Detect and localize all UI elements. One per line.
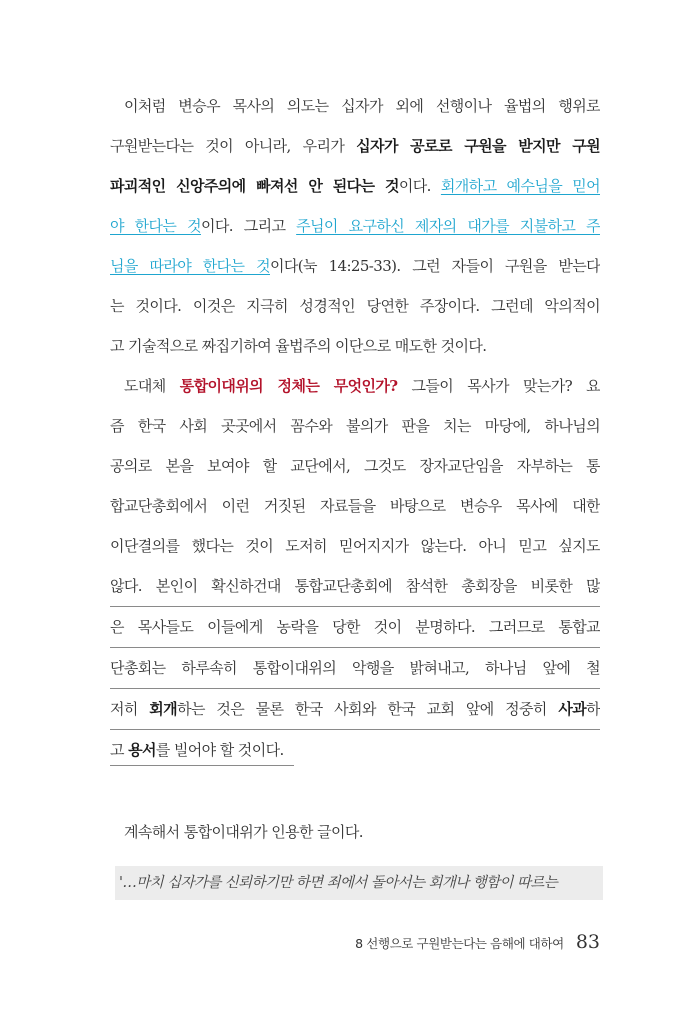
paragraph-2-line-2 xyxy=(110,406,600,446)
bold-emphasis: 사과 xyxy=(558,700,587,718)
paragraph-2-line-1 xyxy=(110,366,600,406)
text-run: 이다. 그리고 xyxy=(200,217,297,235)
paragraph-1-line-4 xyxy=(110,206,600,246)
text-run: 그들이 목사가 맞는가? 요 xyxy=(397,377,600,395)
text-run: 를 빌어야 할 것이다. xyxy=(155,741,284,759)
underlined-text: 저히 xyxy=(110,700,150,718)
blue-highlight: 회개하고 예수님을 믿어 xyxy=(440,177,600,195)
paragraph-1-line-3 xyxy=(110,166,600,206)
body-text xyxy=(110,86,600,852)
paragraph-2-line-10 xyxy=(110,730,600,770)
blue-highlight: 야 한다는 것 xyxy=(110,217,201,235)
paragraph-2-line-4 xyxy=(110,486,600,526)
paragraph-2-line-3 xyxy=(110,446,600,486)
underlined-text: 하 xyxy=(586,700,600,718)
text-run: 공의로 본을 보여야 할 교단에서, 그것도 장자교단임을 자부하는 통 xyxy=(110,457,600,475)
bold-emphasis: 십자가 공로로 구원을 받지만 구원 xyxy=(356,137,600,155)
paragraph-1-line-1 xyxy=(110,86,600,126)
paragraph-gap xyxy=(110,770,600,812)
red-emphasis: 통합이대위의 정체는 무엇인가? xyxy=(179,377,398,395)
underlined-text: 은 목사들도 이들에게 농락을 당한 것이 분명하다. 그러므로 통합교 xyxy=(110,618,600,636)
paragraph-2-line-8 xyxy=(110,648,600,689)
paragraph-1-line-6 xyxy=(110,286,600,326)
text-run: 합교단총회에서 이런 거짓된 자료들을 바탕으로 변승우 목사에 대한 xyxy=(110,497,600,515)
bold-emphasis: 파괴적인 신앙주의에 빠져선 안 된다는 것 xyxy=(110,177,399,195)
text-run: 구원받는다는 것이 아니라, 우리가 xyxy=(110,137,357,155)
bold-emphasis: 회개 xyxy=(149,700,178,718)
intro-sentence: 계속해서 통합이대위가 인용한 글이다. xyxy=(124,823,363,841)
text-run: 이다(눅 14:25-33). 그런 자들이 구원을 받는다 xyxy=(270,257,600,275)
text-run: 이처럼 변승우 목사의 의도는 십자가 외에 선행이나 율법의 행위로 xyxy=(124,97,600,115)
text-run: 도대체 xyxy=(124,377,180,395)
text-run: 이다. xyxy=(398,177,441,195)
underlined-text: 본인이 확신하건대 통합교단총회에 참석한 총회장을 비롯한 많 xyxy=(155,577,600,595)
underlined-text xyxy=(110,735,294,766)
paragraph-1-line-7 xyxy=(110,326,600,366)
chapter-title: 8 선행으로 구원받는다는 음해에 대하여 xyxy=(355,936,564,951)
underlined-text: 단총회는 하루속히 통합이대위의 악행을 밝혀내고, 하나님 앞에 철 xyxy=(110,659,600,677)
page-footer xyxy=(355,931,600,957)
paragraph-2-line-5 xyxy=(110,526,600,566)
text-run: 는 것이다. 이것은 지극히 성경적인 당연한 주장이다. 그런데 악의적이 xyxy=(110,297,600,315)
paragraph-2-line-6 xyxy=(110,566,600,607)
blue-highlight: 님을 따라야 한다는 것 xyxy=(110,257,270,275)
text-run: 이단결의를 했다는 것이 도저히 믿어지지가 않는다. 아니 믿고 싶지도 xyxy=(110,537,600,555)
quoted-passage: '…마치 십자가를 신뢰하기만 하면 죄에서 돌아서는 회개나 행함이 따르는 xyxy=(115,866,603,900)
text-run: 즘 한국 사회 곳곳에서 꼼수와 불의가 판을 치는 마당에, 하나님의 xyxy=(110,417,600,435)
underlined-text: 하는 것은 물론 한국 사회와 한국 교회 앞에 정중히 xyxy=(177,700,559,718)
text-run: 않다. xyxy=(110,577,156,595)
paragraph-2-line-9 xyxy=(110,689,600,730)
bold-emphasis: 용서 xyxy=(128,741,156,759)
paragraph-2-line-7 xyxy=(110,607,600,648)
text-run: 고 기술적으로 짜집기하여 율법주의 이단으로 매도한 것이다. xyxy=(110,337,487,355)
text-run: 고 xyxy=(110,741,129,759)
paragraph-1-line-2 xyxy=(110,126,600,166)
blue-highlight: 주님이 요구하신 제자의 대가를 지불하고 주 xyxy=(296,217,600,235)
page-number: 83 xyxy=(575,931,600,953)
paragraph-1-line-5 xyxy=(110,246,600,286)
